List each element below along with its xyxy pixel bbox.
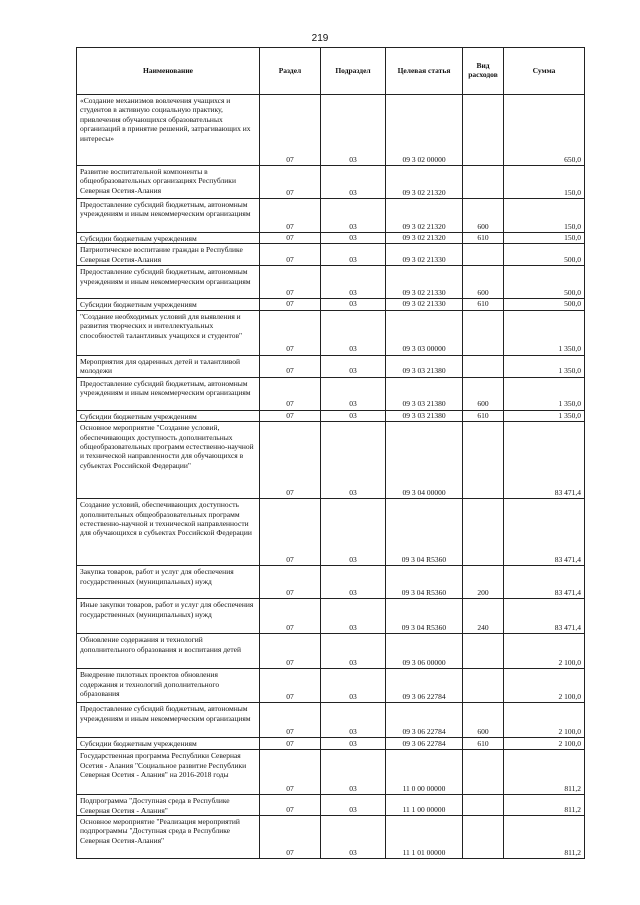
cell-name: Предоставление субсидий бюджетным, автономным учреждениям и иным некоммерческим организациям: [77, 266, 260, 299]
cell-expense-type: [463, 816, 504, 859]
cell-amount: 2 100,0: [504, 703, 585, 738]
table-row: [77, 166, 585, 199]
cell-subsection: 03: [321, 355, 386, 377]
cell-name: Субсидии бюджетным учреждениям: [77, 738, 260, 750]
table-row: [77, 499, 585, 566]
table-row: [77, 355, 585, 377]
cell-section: 07: [260, 566, 321, 599]
cell-name: Предоставление субсидий бюджетным, автономным учреждениям и иным некоммерческим организациям: [77, 377, 260, 410]
table-header-row: [77, 48, 585, 95]
cell-name: Субсидии бюджетным учреждениям: [77, 299, 260, 310]
cell-name: Обновление содержания и технологий дополнительного образования и воспитания детей: [77, 634, 260, 669]
cell-subsection: 03: [321, 499, 386, 566]
table-row: [77, 599, 585, 634]
cell-section: 07: [260, 310, 321, 355]
cell-section: 07: [260, 750, 321, 795]
cell-target: 11 1 01 00000: [386, 816, 463, 859]
cell-target: 09 3 04 R5360: [386, 566, 463, 599]
table-row: [77, 266, 585, 299]
cell-section: 07: [260, 499, 321, 566]
cell-amount: 1 350,0: [504, 310, 585, 355]
cell-target: 09 3 02 21330: [386, 244, 463, 266]
cell-subsection: 03: [321, 599, 386, 634]
cell-amount: 83 471,4: [504, 599, 585, 634]
cell-amount: 2 100,0: [504, 669, 585, 703]
table-row: [77, 634, 585, 669]
table-row: [77, 566, 585, 599]
cell-target: 09 3 02 00000: [386, 95, 463, 166]
table-row: [77, 422, 585, 499]
cell-target: 09 3 04 R5360: [386, 599, 463, 634]
cell-amount: 1 350,0: [504, 355, 585, 377]
cell-amount: 2 100,0: [504, 634, 585, 669]
cell-name: "Создание необходимых условий для выявления и развития творческих и интеллектуальных способностей талантливых учащихся и студентов": [77, 310, 260, 355]
table-row: [77, 299, 585, 310]
cell-subsection: 03: [321, 199, 386, 233]
cell-target: 09 3 04 00000: [386, 422, 463, 499]
cell-subsection: 03: [321, 410, 386, 421]
header-target: Целевая статья: [386, 48, 463, 95]
cell-amount: 811,2: [504, 750, 585, 795]
cell-amount: 500,0: [504, 244, 585, 266]
cell-expense-type: [463, 669, 504, 703]
cell-section: 07: [260, 199, 321, 233]
cell-target: 09 3 03 21380: [386, 410, 463, 421]
cell-subsection: 03: [321, 377, 386, 410]
cell-target: 09 3 06 22784: [386, 669, 463, 703]
cell-expense-type: 610: [463, 410, 504, 421]
cell-amount: 150,0: [504, 199, 585, 233]
table-row: [77, 816, 585, 859]
cell-amount: 650,0: [504, 95, 585, 166]
cell-subsection: 03: [321, 244, 386, 266]
budget-table: [76, 47, 585, 859]
table-row: [77, 95, 585, 166]
cell-section: 07: [260, 95, 321, 166]
cell-subsection: 03: [321, 166, 386, 199]
cell-target: 09 3 02 21330: [386, 299, 463, 310]
cell-target: 09 3 02 21320: [386, 199, 463, 233]
header-expense-type: Вид расходов: [463, 48, 504, 95]
cell-target: 09 3 02 21320: [386, 166, 463, 199]
cell-name: Мероприятия для одаренных детей и талантливой молодежи: [77, 355, 260, 377]
cell-expense-type: 600: [463, 266, 504, 299]
cell-name: Создание условий, обеспечивающих доступность дополнительных общеобразовательных программ естественно-научной и технической направленности для обучающихся в субъектах Российской Федерации: [77, 499, 260, 566]
cell-amount: 83 471,4: [504, 422, 585, 499]
cell-section: 07: [260, 377, 321, 410]
table-row: [77, 669, 585, 703]
cell-section: 07: [260, 355, 321, 377]
cell-expense-type: [463, 795, 504, 816]
cell-expense-type: 600: [463, 377, 504, 410]
cell-name: Субсидии бюджетным учреждениям: [77, 410, 260, 421]
table-row: [77, 244, 585, 266]
cell-expense-type: 610: [463, 299, 504, 310]
cell-section: 07: [260, 738, 321, 750]
cell-section: 07: [260, 244, 321, 266]
cell-name: «Создание механизмов вовлечения учащихся и студентов в активную социальную практику, привлечения обучающихся образовательных организаций в принятие решений, затрагивающих их интересы»: [77, 95, 260, 166]
cell-name: Государственная программа Республики Северная Осетия - Алания "Социальное развитие Республики Северная Осетия - Алания" на 2016-2018 годы: [77, 750, 260, 795]
cell-amount: 1 350,0: [504, 410, 585, 421]
cell-subsection: 03: [321, 703, 386, 738]
cell-amount: 500,0: [504, 266, 585, 299]
cell-name: Предоставление субсидий бюджетным, автономным учреждениям и иным некоммерческим организациям: [77, 199, 260, 233]
cell-section: 07: [260, 816, 321, 859]
cell-target: 09 3 06 00000: [386, 634, 463, 669]
cell-section: 07: [260, 266, 321, 299]
cell-expense-type: [463, 244, 504, 266]
cell-section: 07: [260, 299, 321, 310]
cell-subsection: 03: [321, 816, 386, 859]
cell-section: 07: [260, 422, 321, 499]
cell-target: 09 3 03 21380: [386, 355, 463, 377]
cell-subsection: 03: [321, 795, 386, 816]
cell-expense-type: 600: [463, 703, 504, 738]
cell-section: 07: [260, 233, 321, 244]
cell-target: 09 3 02 21330: [386, 266, 463, 299]
cell-section: 07: [260, 634, 321, 669]
cell-expense-type: [463, 750, 504, 795]
cell-name: Иные закупки товаров, работ и услуг для обеспечения государственных (муниципальных) нужд: [77, 599, 260, 634]
header-section: Раздел: [260, 48, 321, 95]
table-row: [77, 703, 585, 738]
cell-amount: 150,0: [504, 166, 585, 199]
table-row: [77, 377, 585, 410]
cell-subsection: 03: [321, 310, 386, 355]
cell-expense-type: [463, 166, 504, 199]
cell-subsection: 03: [321, 566, 386, 599]
cell-subsection: 03: [321, 299, 386, 310]
cell-target: 09 3 06 22784: [386, 703, 463, 738]
cell-subsection: 03: [321, 634, 386, 669]
cell-name: Развитие воспитательной компоненты в общеобразовательных организациях Республики Северная Осетия-Алания: [77, 166, 260, 199]
cell-section: 07: [260, 703, 321, 738]
cell-section: 07: [260, 410, 321, 421]
cell-subsection: 03: [321, 266, 386, 299]
table-row: [77, 199, 585, 233]
cell-section: 07: [260, 669, 321, 703]
cell-amount: 811,2: [504, 795, 585, 816]
cell-target: 11 1 00 00000: [386, 795, 463, 816]
cell-amount: 2 100,0: [504, 738, 585, 750]
cell-expense-type: 600: [463, 199, 504, 233]
cell-name: Предоставление субсидий бюджетным, автономным учреждениям и иным некоммерческим организациям: [77, 703, 260, 738]
cell-target: 11 0 00 00000: [386, 750, 463, 795]
table-row: [77, 738, 585, 750]
cell-expense-type: [463, 355, 504, 377]
cell-amount: 83 471,4: [504, 566, 585, 599]
cell-name: Субсидии бюджетным учреждениям: [77, 233, 260, 244]
cell-target: 09 3 03 00000: [386, 310, 463, 355]
table-row: [77, 233, 585, 244]
header-subsection: Подраздел: [321, 48, 386, 95]
cell-target: 09 3 03 21380: [386, 377, 463, 410]
cell-amount: 500,0: [504, 299, 585, 310]
table-row: [77, 410, 585, 421]
cell-amount: 150,0: [504, 233, 585, 244]
cell-subsection: 03: [321, 233, 386, 244]
cell-target: 09 3 02 21320: [386, 233, 463, 244]
cell-amount: 811,2: [504, 816, 585, 859]
header-amount: Сумма: [504, 48, 585, 95]
cell-expense-type: [463, 310, 504, 355]
cell-target: 09 3 06 22784: [386, 738, 463, 750]
cell-subsection: 03: [321, 750, 386, 795]
cell-expense-type: 610: [463, 233, 504, 244]
cell-expense-type: 240: [463, 599, 504, 634]
cell-name: Основное мероприятие "Создание условий, обеспечивающих доступность дополнительных общеобразовательных программ естественно-научной и технической направленности для обучающихся в субъектах Российской Федерации": [77, 422, 260, 499]
cell-expense-type: [463, 499, 504, 566]
table-row: [77, 750, 585, 795]
cell-name: Патриотическое воспитание граждан в Республике Северная Осетия-Алания: [77, 244, 260, 266]
page-number: 219: [311, 33, 329, 44]
header-name: Наименование: [77, 48, 260, 95]
cell-section: 07: [260, 166, 321, 199]
cell-subsection: 03: [321, 738, 386, 750]
cell-expense-type: 200: [463, 566, 504, 599]
cell-name: Закупка товаров, работ и услуг для обеспечения государственных (муниципальных) нужд: [77, 566, 260, 599]
cell-subsection: 03: [321, 95, 386, 166]
cell-subsection: 03: [321, 669, 386, 703]
cell-subsection: 03: [321, 422, 386, 499]
cell-section: 07: [260, 599, 321, 634]
cell-amount: 83 471,4: [504, 499, 585, 566]
cell-name: Внедрение пилотных проектов обновления содержания и технологий дополнительного образования: [77, 669, 260, 703]
table-row: [77, 795, 585, 816]
cell-name: Основное мероприятие "Реализация мероприятий подпрограммы "Доступная среда в Республике Северная Осетия-Алания": [77, 816, 260, 859]
cell-amount: 1 350,0: [504, 377, 585, 410]
cell-target: 09 3 04 R5360: [386, 499, 463, 566]
cell-name: Подпрограмма "Доступная среда в Республике Северная Осетия - Алания": [77, 795, 260, 816]
cell-section: 07: [260, 795, 321, 816]
cell-expense-type: [463, 95, 504, 166]
table-row: [77, 310, 585, 355]
cell-expense-type: 610: [463, 738, 504, 750]
cell-expense-type: [463, 422, 504, 499]
cell-expense-type: [463, 634, 504, 669]
